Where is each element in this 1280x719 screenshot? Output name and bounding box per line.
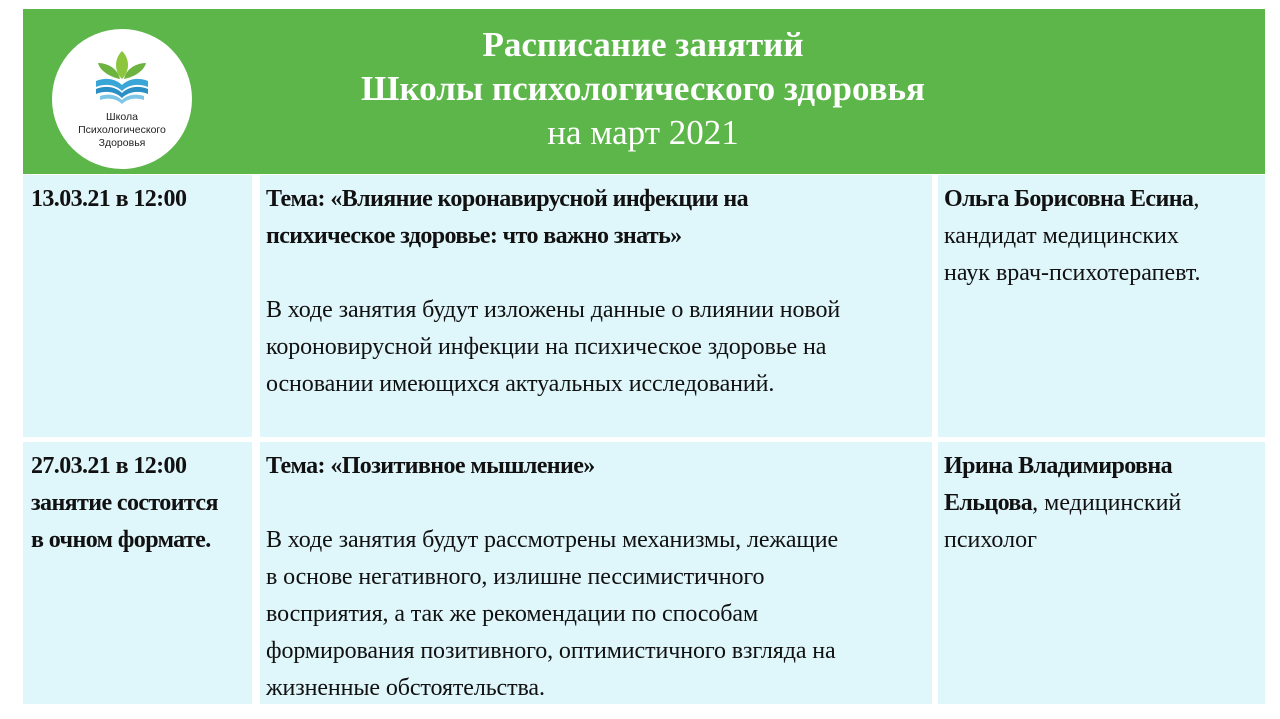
session-description-line: В ходе занятия будут изложены данные о влиянии новой [266, 297, 841, 323]
speaker-name: Ольга Борисовна Есина [944, 186, 1194, 212]
session-date: 27.03.21 в 12:00 [31, 453, 187, 479]
session-1-date-cell [23, 175, 252, 437]
logo [52, 29, 192, 169]
session-1-topic-cell [260, 175, 932, 437]
session-description-line: восприятия, а так же рекомендации по способам [266, 601, 759, 627]
speaker-line: Ольга Борисовна Есина, [944, 186, 1200, 212]
session-description-line: жизненные обстоятельства. [266, 675, 545, 701]
sprout-book-icon [92, 47, 152, 107]
speaker-name: Ирина Владимировна [944, 453, 1173, 479]
session-description-line: в основе негативного, излишне пессимистичного [266, 564, 765, 590]
speaker-title-line: психолог [944, 527, 1037, 553]
session-2-speaker-cell [938, 442, 1265, 704]
session-topic-line: психическое здоровье: что важно знать» [266, 223, 682, 249]
header-bar [23, 9, 1265, 174]
speaker-name: Ельцова [944, 490, 1033, 516]
session-1-speaker-cell [938, 175, 1265, 437]
page-title [223, 23, 1063, 155]
session-description-line: формирования позитивного, оптимистичного взгляда на [266, 638, 836, 664]
title-line-3: на март 2021 [547, 113, 739, 152]
title-line-1: Расписание занятий [482, 25, 804, 64]
session-description-line: короновирусной инфекции на психическое здоровье на [266, 334, 827, 360]
session-format-note: занятие состоится [31, 490, 218, 516]
session-format-note: в очном формате. [31, 527, 211, 553]
speaker-title-line: наук врач-психотерапевт. [944, 260, 1201, 286]
session-topic-line: Тема: «Позитивное мышление» [266, 453, 595, 479]
session-description-line: В ходе занятия будут рассмотрены механизмы, лежащие [266, 527, 839, 553]
speaker-title-line: кандидат медицинских [944, 223, 1179, 249]
session-2-date-cell [23, 442, 252, 704]
logo-text: Школа Психологического Здоровья [78, 111, 166, 149]
title-line-2: Школы психологического здоровья [361, 69, 925, 108]
session-date: 13.03.21 в 12:00 [31, 186, 187, 212]
session-description-line: основании имеющихся актуальных исследований. [266, 371, 775, 397]
session-2-topic-cell [260, 442, 932, 704]
session-topic-line: Тема: «Влияние коронавирусной инфекции на [266, 186, 749, 212]
speaker-line: Ельцова, медицинский [944, 490, 1182, 516]
